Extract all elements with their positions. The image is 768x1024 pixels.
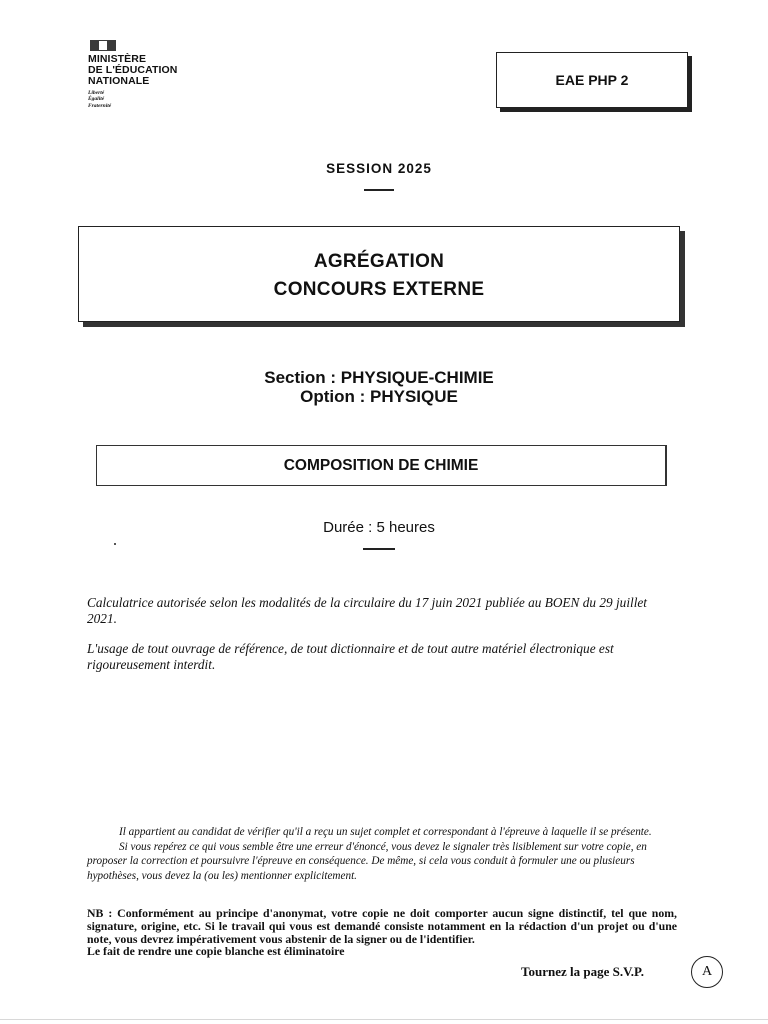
section-label: Section : PHYSIQUE-CHIMIE bbox=[264, 368, 494, 387]
title-concours: CONCOURS EXTERNE bbox=[273, 279, 485, 300]
motto-liberte: Liberté bbox=[88, 90, 105, 96]
composition-box bbox=[96, 445, 667, 486]
motto-egalite: Égalité bbox=[88, 96, 105, 103]
nb-paragraph: NB : Conformément au principe d'anonymat, votre copie ne doit comporter aucun signe distinctif, tel que nom, signature, origine, etc. Si le travail qui vous est demandé consiste notamment en la rédaction d'un projet ou d'une note, vous devrez impérativement vous abstenir de la signer ou de l'identifier. bbox=[87, 906, 677, 946]
page-mark-letter: A bbox=[701, 964, 713, 979]
title-box bbox=[78, 226, 680, 322]
ministry-name-line-2: DE L'ÉDUCATION bbox=[88, 64, 178, 76]
turn-page-label: Tournez la page S.V.P. bbox=[521, 964, 645, 979]
page-mark-circle bbox=[691, 956, 723, 988]
section-block bbox=[0, 368, 758, 406]
motto-fraternite: Fraternité bbox=[88, 102, 112, 109]
ministry-logo bbox=[88, 40, 218, 109]
ministry-name-line-3: NATIONALE bbox=[88, 75, 150, 87]
exam-code: EAE PHP 2 bbox=[555, 72, 629, 88]
notice-paragraph-2: Si vous repérez ce qui vous semble être une erreur d'énoncé, vous devez le signaler très lisiblement sur votre copie, en proposer la correction et poursuivre l'épreuve en conséquence. De même, si cela vous conduit à formuler une ou plusieurs hypothèses, vous devez la (ou les) mentionner explicitement. bbox=[87, 840, 647, 882]
scan-speck bbox=[114, 543, 116, 545]
exam-code-box bbox=[496, 52, 688, 108]
notice-paragraph-1: Il appartient au candidat de vérifier qu'il a reçu un sujet complet et correspondant à l'épreuve à laquelle il se présente. bbox=[119, 826, 652, 838]
separator-dash bbox=[363, 548, 395, 550]
republic-flag-icon bbox=[90, 40, 116, 51]
session-label: SESSION 2025 bbox=[326, 161, 432, 176]
option-label: Option : PHYSIQUE bbox=[300, 387, 458, 406]
page-bottom-edge bbox=[0, 1019, 768, 1020]
reference-rule: L'usage de tout ouvrage de référence, de tout dictionnaire et de tout autre matériel électronique est rigoureusement interdit. bbox=[87, 641, 614, 672]
calculator-rule: Calculatrice autorisée selon les modalités de la circulaire du 17 juin 2021 publiée au BOEN du 29 juillet 2021. bbox=[87, 595, 647, 626]
blank-copy-warning: Le fait de rendre une copie blanche est éliminatoire bbox=[87, 944, 345, 959]
duration-label: Durée : 5 heures bbox=[323, 519, 435, 536]
anonymity-notice bbox=[87, 907, 677, 958]
composition-label: COMPOSITION DE CHIMIE bbox=[283, 456, 479, 474]
separator-dash bbox=[364, 189, 394, 191]
title-agregation: AGRÉGATION bbox=[313, 251, 445, 272]
ministry-name-line-1: MINISTÈRE bbox=[88, 53, 147, 65]
candidate-notice bbox=[87, 825, 677, 883]
